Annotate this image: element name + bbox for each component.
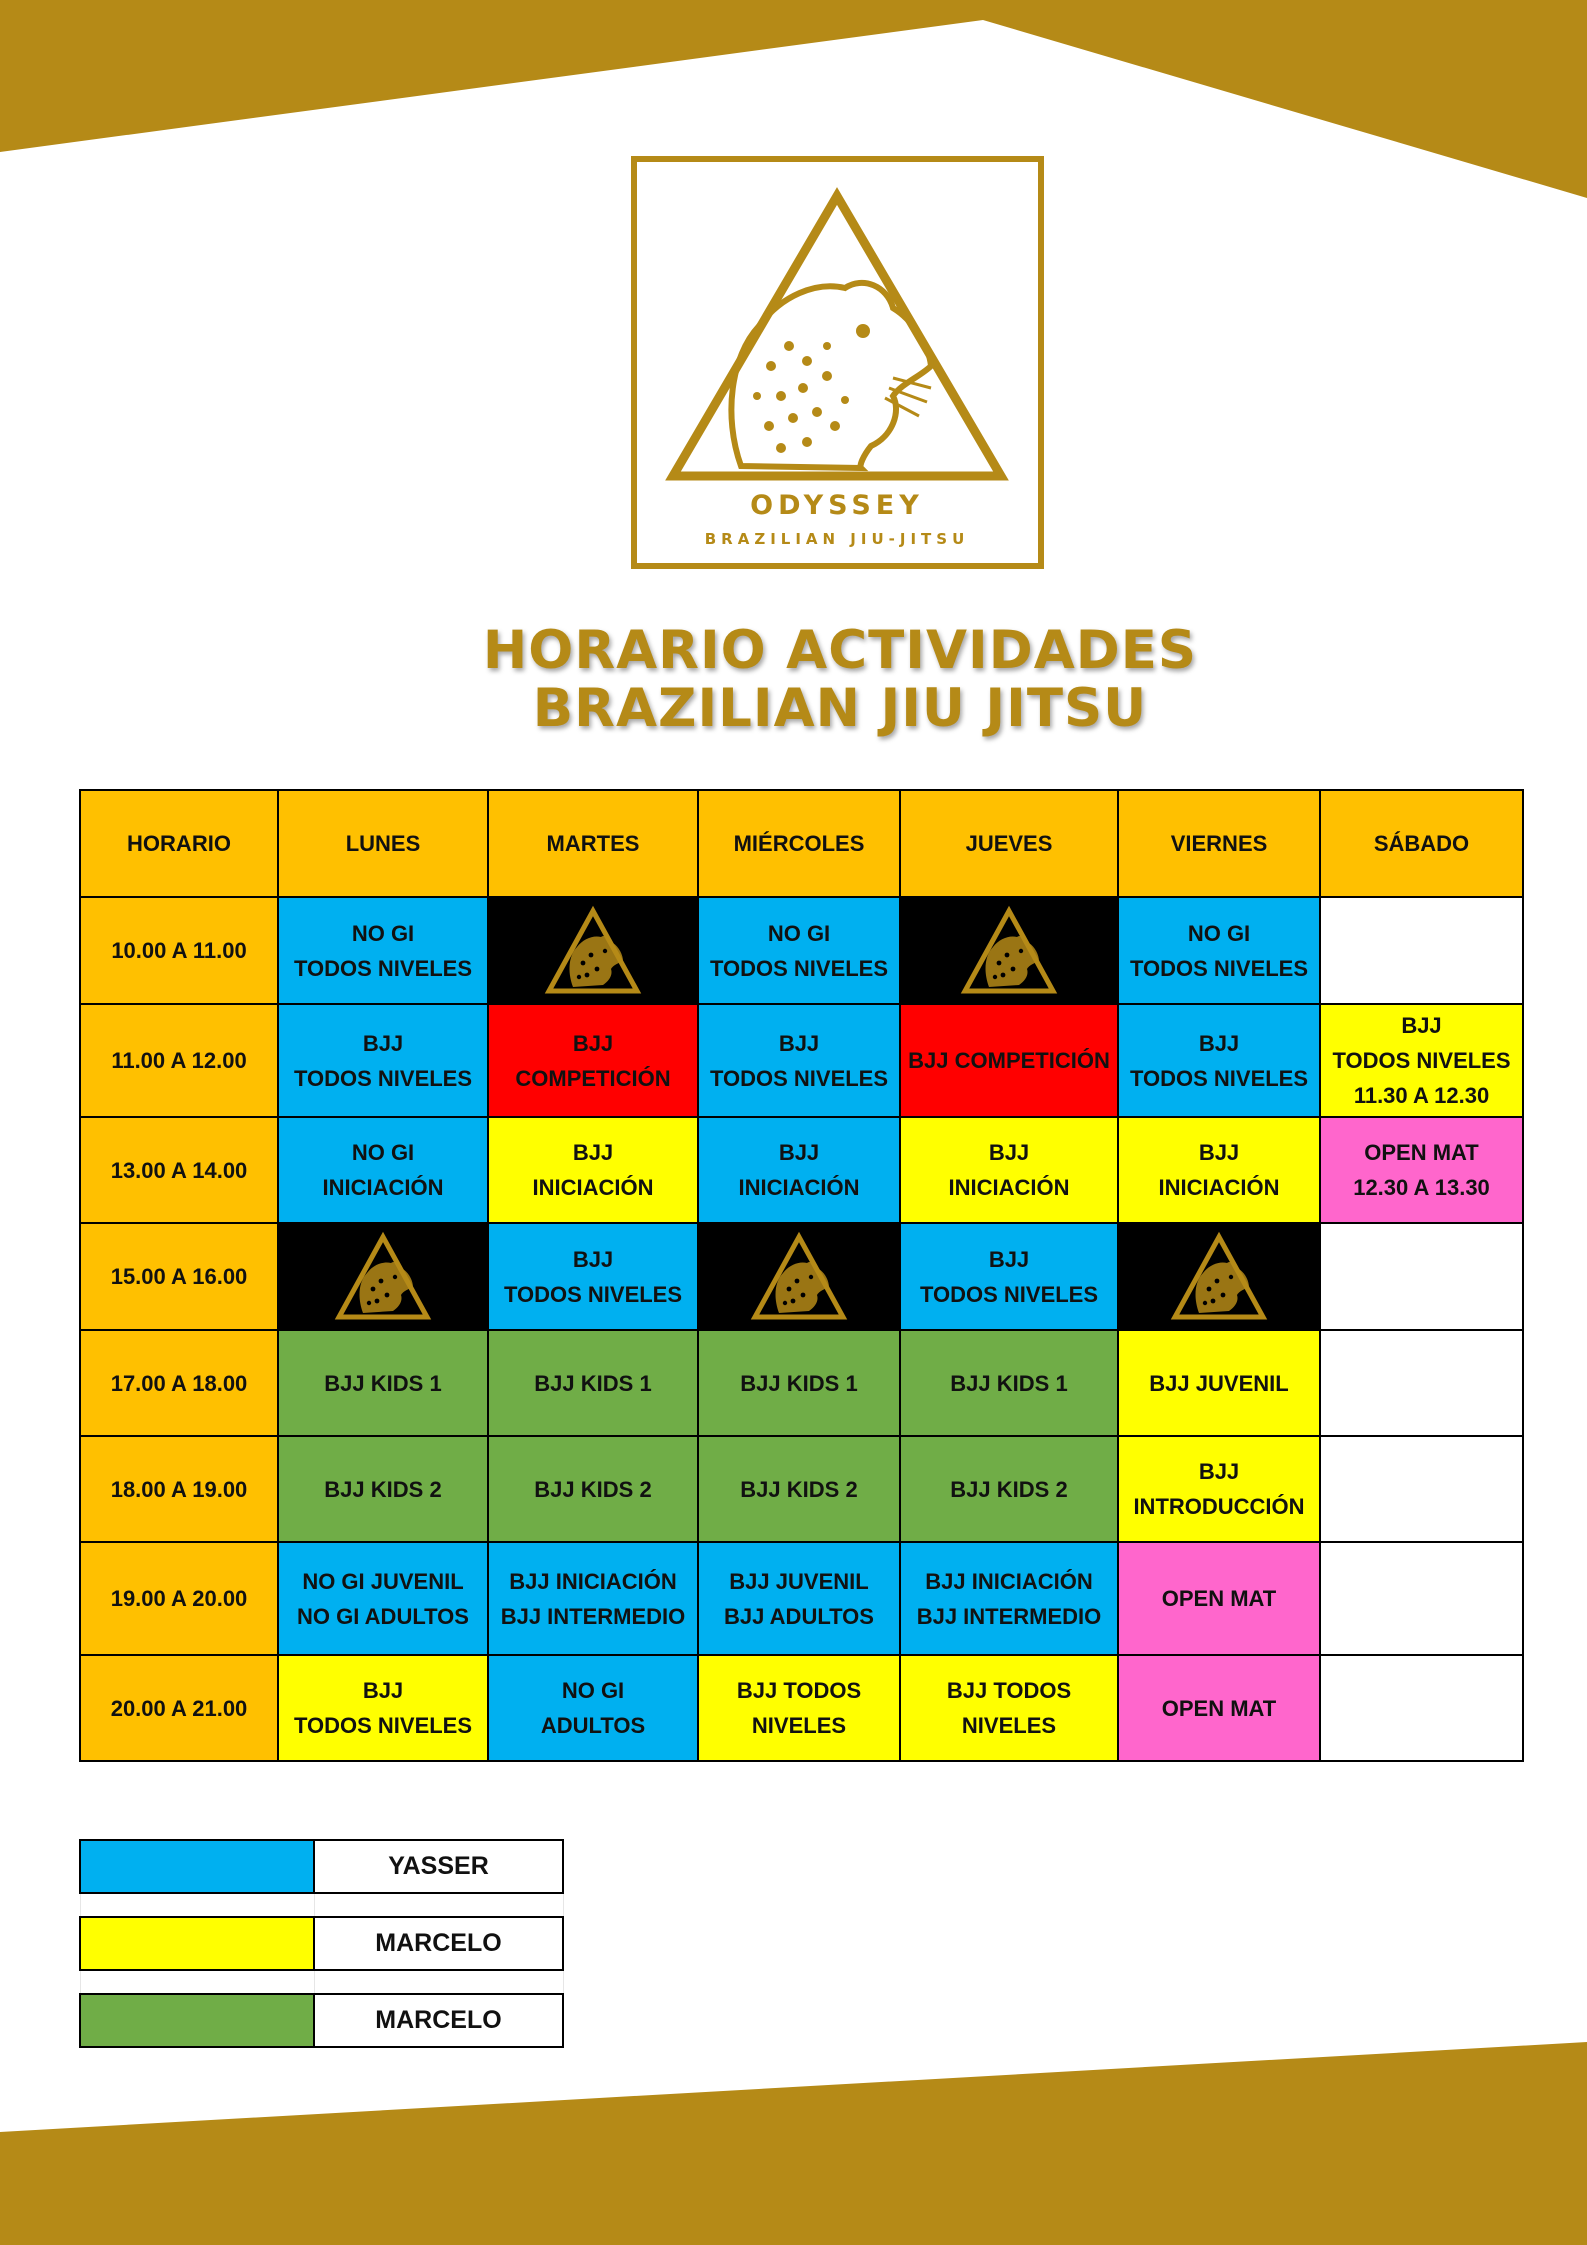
class-cell	[900, 1436, 1118, 1542]
class-cell	[900, 1223, 1118, 1330]
class-cell	[698, 1542, 900, 1655]
class-name: BJJ TODOS NIVELES	[293, 1030, 473, 1091]
class-name: BJJ TODOS NIVELES	[1129, 1030, 1309, 1091]
legend-item	[80, 1840, 563, 1893]
legend-spacer-cell	[314, 1893, 563, 1917]
instructor-legend	[79, 1839, 564, 2048]
class-cell	[278, 1117, 488, 1223]
class-cell	[1118, 1436, 1320, 1542]
time-slot: 18.00 A 19.00	[80, 1436, 278, 1542]
class-cell	[698, 1330, 900, 1436]
class-name: BJJ TODOS NIVELES	[293, 1678, 473, 1738]
class-cell	[1320, 1117, 1523, 1223]
class-cell	[488, 1542, 698, 1655]
class-cell	[488, 1223, 698, 1330]
class-cell-empty	[1320, 1655, 1523, 1761]
class-cell	[698, 1655, 900, 1761]
class-cell	[698, 1004, 900, 1117]
class-name: BJJ TODOS NIVELES	[736, 1678, 862, 1738]
class-name: BJJ KIDS 1	[534, 1370, 652, 1396]
class-name: BJJ JUVENIL	[1149, 1370, 1289, 1396]
class-name: BJJ TODOS NIVELES	[503, 1246, 683, 1307]
class-cell	[900, 1542, 1118, 1655]
jaguar-triangle-icon	[959, 905, 1059, 997]
class-cell	[278, 1542, 488, 1655]
legend-swatch	[80, 1994, 314, 2047]
legend-spacer	[80, 1893, 563, 1917]
class-cell	[698, 897, 900, 1004]
class-cell	[488, 1436, 698, 1542]
class-name: BJJ TODOS NIVELES 11.30 A 12.30	[1332, 1013, 1511, 1108]
class-cell	[1320, 1004, 1523, 1117]
header-day: VIERNES	[1118, 790, 1320, 897]
class-name: BJJ KIDS 2	[324, 1476, 442, 1502]
legend-instructor-name: YASSER	[314, 1840, 563, 1893]
jaguar-triangle-icon	[1169, 1231, 1269, 1323]
class-name: BJJ INICIACIÓN	[738, 1140, 860, 1200]
time-slot: 11.00 A 12.00	[80, 1004, 278, 1117]
class-cell	[1118, 1330, 1320, 1436]
class-name: BJJ KIDS 2	[950, 1476, 1068, 1502]
time-slot: 13.00 A 14.00	[80, 1117, 278, 1223]
header-day: SÁBADO	[1320, 790, 1523, 897]
class-name: NO GI TODOS NIVELES	[1129, 920, 1309, 981]
class-cell	[900, 1004, 1118, 1117]
title-line-1: HORARIO ACTIVIDADES	[482, 620, 1198, 681]
class-name: BJJ TODOS NIVELES	[946, 1678, 1072, 1738]
class-cell	[278, 1436, 488, 1542]
class-name: BJJ INICIACIÓN BJJ INTERMEDIO	[916, 1568, 1102, 1629]
class-cell-empty	[1320, 897, 1523, 1004]
class-cell	[278, 1330, 488, 1436]
class-name: BJJ INICIACIÓN BJJ INTERMEDIO	[500, 1568, 686, 1629]
class-cell	[488, 1330, 698, 1436]
class-cell-logo	[698, 1223, 900, 1330]
class-name: BJJ INTRODUCCIÓN	[1133, 1459, 1305, 1519]
class-cell	[900, 1117, 1118, 1223]
class-name: BJJ COMPETICIÓN	[515, 1030, 671, 1091]
header-day: JUEVES	[900, 790, 1118, 897]
class-name: BJJ KIDS 1	[324, 1370, 442, 1396]
bottom-gold-band	[0, 2042, 1587, 2245]
jaguar-triangle-icon	[333, 1231, 433, 1323]
class-cell	[698, 1117, 900, 1223]
class-cell	[278, 1655, 488, 1761]
odyssey-logo	[631, 156, 1044, 569]
class-name: NO GI TODOS NIVELES	[709, 920, 889, 981]
class-name: BJJ TODOS NIVELES	[709, 1030, 889, 1091]
time-slot: 19.00 A 20.00	[80, 1542, 278, 1655]
class-cell	[900, 1655, 1118, 1761]
class-name: NO GI TODOS NIVELES	[293, 920, 473, 981]
class-cell	[1118, 1655, 1320, 1761]
class-cell-empty	[1320, 1436, 1523, 1542]
class-cell	[1118, 1542, 1320, 1655]
title-line-2: BRAZILIAN JIU JITSU	[532, 678, 1148, 739]
class-name: OPEN MAT 12.30 A 13.30	[1353, 1140, 1490, 1200]
class-name: BJJ KIDS 2	[740, 1476, 858, 1502]
class-cell-logo	[900, 897, 1118, 1004]
time-slot: 20.00 A 21.00	[80, 1655, 278, 1761]
legend-spacer-cell	[80, 1893, 314, 1917]
time-slot: 17.00 A 18.00	[80, 1330, 278, 1436]
schedule-row	[80, 1542, 1523, 1655]
legend-spacer	[80, 1970, 563, 1994]
class-cell	[1118, 1117, 1320, 1223]
class-cell	[488, 1655, 698, 1761]
class-name: BJJ TODOS NIVELES	[919, 1246, 1099, 1307]
schedule-row	[80, 1436, 1523, 1542]
class-name: NO GI INICIACIÓN	[322, 1140, 444, 1200]
logo-name: ODYSSEY	[750, 490, 924, 521]
legend-spacer-cell	[314, 1970, 563, 1994]
legend-item	[80, 1917, 563, 1970]
legend-swatch	[80, 1840, 314, 1893]
legend-swatch	[80, 1917, 314, 1970]
class-name: OPEN MAT	[1161, 1586, 1277, 1611]
legend-instructor-name: MARCELO	[314, 1994, 563, 2047]
class-name: BJJ COMPETICIÓN	[908, 1048, 1110, 1073]
jaguar-triangle-icon	[749, 1231, 849, 1323]
header-day: LUNES	[278, 790, 488, 897]
class-name: BJJ INICIACIÓN	[1158, 1140, 1280, 1200]
class-cell	[900, 1330, 1118, 1436]
class-cell	[278, 1004, 488, 1117]
legend-item	[80, 1994, 563, 2047]
time-slot: 15.00 A 16.00	[80, 1223, 278, 1330]
class-name: NO GI ADULTOS	[540, 1678, 646, 1738]
class-name: BJJ INICIACIÓN	[948, 1140, 1070, 1200]
header-horario: HORARIO	[80, 790, 278, 897]
class-name: BJJ INICIACIÓN	[532, 1140, 654, 1200]
schedule-row	[80, 1330, 1523, 1436]
class-cell-logo	[1118, 1223, 1320, 1330]
class-name: BJJ KIDS 1	[740, 1370, 858, 1396]
header-row	[80, 790, 1523, 897]
class-name: OPEN MAT	[1161, 1695, 1277, 1721]
jaguar-triangle-icon	[543, 905, 643, 997]
class-cell-empty	[1320, 1330, 1523, 1436]
schedule-row	[80, 1004, 1523, 1117]
class-cell	[698, 1436, 900, 1542]
header-day: MARTES	[488, 790, 698, 897]
schedule-row	[80, 1223, 1523, 1330]
class-name: NO GI JUVENIL NO GI ADULTOS	[297, 1568, 469, 1629]
class-name: BJJ JUVENIL BJJ ADULTOS	[724, 1568, 874, 1629]
class-name: BJJ KIDS 2	[534, 1476, 652, 1502]
class-cell	[488, 1004, 698, 1117]
class-cell-logo	[278, 1223, 488, 1330]
schedule-row	[80, 897, 1523, 1004]
class-cell	[488, 1117, 698, 1223]
class-cell	[278, 897, 488, 1004]
time-slot: 10.00 A 11.00	[80, 897, 278, 1004]
schedule-table	[79, 789, 1524, 1762]
header-day: MIÉRCOLES	[698, 790, 900, 897]
logo-subtitle: BRAZILIAN JIU-JITSU	[704, 530, 970, 548]
class-cell	[1118, 897, 1320, 1004]
schedule-row	[80, 1655, 1523, 1761]
class-cell-logo	[488, 897, 698, 1004]
class-name: BJJ KIDS 1	[950, 1370, 1068, 1396]
class-cell-empty	[1320, 1542, 1523, 1655]
legend-instructor-name: MARCELO	[314, 1917, 563, 1970]
class-cell	[1118, 1004, 1320, 1117]
schedule-row	[80, 1117, 1523, 1223]
legend-spacer-cell	[80, 1970, 314, 1994]
class-cell-empty	[1320, 1223, 1523, 1330]
